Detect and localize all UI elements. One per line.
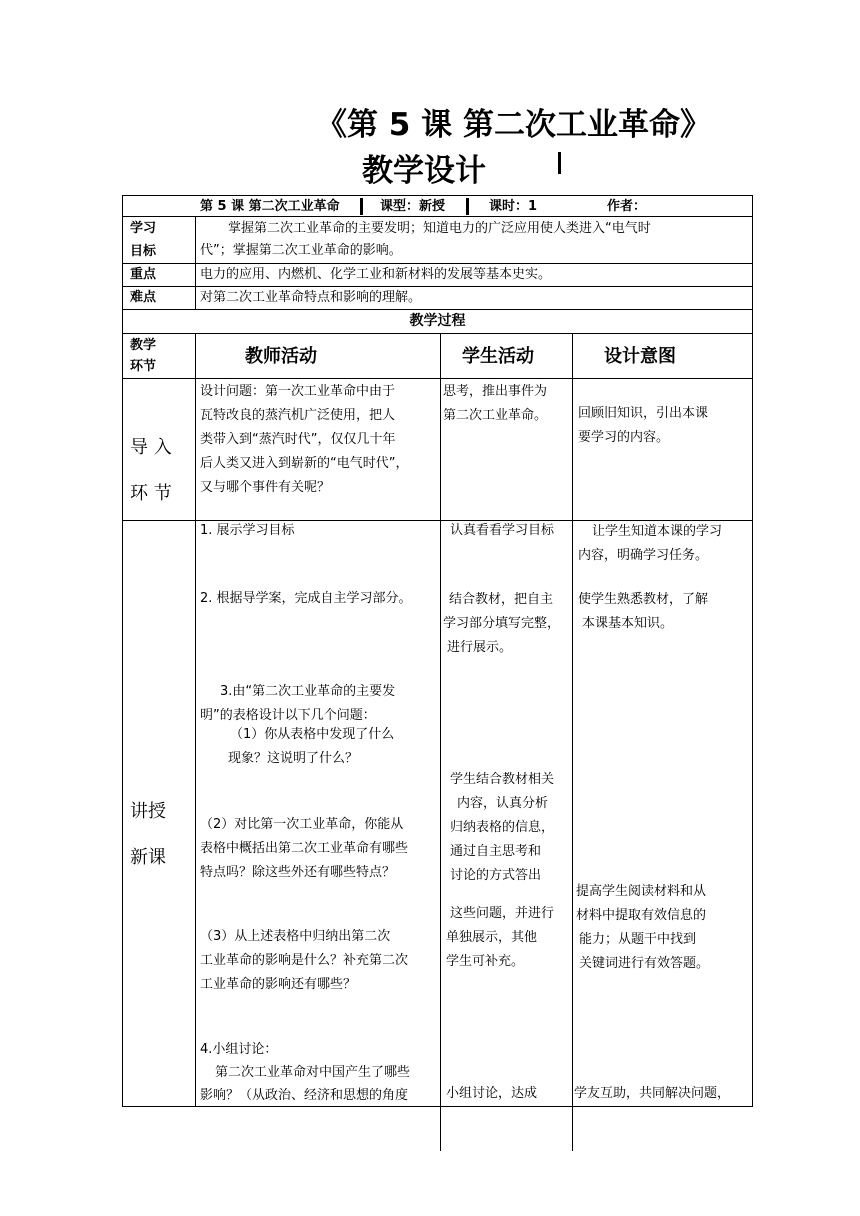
text-cursor	[558, 152, 561, 174]
header-stage: 教学	[130, 338, 157, 353]
table-rule	[122, 333, 753, 334]
lecture-teacher-step: 2. 根据导学案，完成自主学习部分。	[200, 591, 412, 606]
lecture-student-text: 结合教材，把自主 学习部分填写完整， 进行展示。	[443, 592, 561, 655]
lecture-teacher-question: （1）你从表格中发现了什么 现象？这说明了什么？	[228, 727, 395, 766]
lecture-teacher-step: 3.由“第二次工业革命的主要发 明”的表格设计以下几个问题：	[200, 684, 396, 723]
intro-stage: 环 节	[130, 483, 172, 504]
key-point-label: 重点	[130, 267, 157, 282]
lesson-type: 课型：新授	[380, 199, 446, 214]
lesson-hours: 课时：1	[489, 199, 538, 214]
lecture-intent-text: 提高学生阅读材料和从 材料中提取有效信息的 能力；从题干中找到 关键词进行有效答题。	[576, 884, 710, 971]
header-stage: 环节	[130, 359, 157, 374]
process-title: 教学过程	[409, 313, 466, 329]
lecture-student-text: 这些问题，并进行 单独展示，其他 学生可补充。	[446, 906, 555, 969]
lesson-name: 第 5 课 第二次工业革命	[200, 199, 340, 214]
lecture-teacher-question: （2）对比第一次工业革命，你能从 表格中概括出第二次工业革命有哪些 特点吗？除这些外还有哪些特点？	[200, 817, 409, 880]
lecture-student-text: 小组讨论，达成	[446, 1086, 538, 1101]
lecture-teacher-step: 1. 展示学习目标	[200, 523, 295, 538]
difficulty-label: 难点	[130, 290, 157, 305]
lecture-teacher-question: （3）从上述表格中归纳出第二次 工业革命的影响是什么？补充第二次 工业革命的影响还有哪些？	[200, 929, 409, 992]
difficulty-text: 对第二次工业革命特点和影响的理解。	[200, 290, 422, 305]
header-teacher: 教师活动	[245, 346, 317, 367]
table-rule	[122, 378, 753, 379]
table-rule-vertical	[572, 333, 573, 1151]
key-point-text: 电力的应用、内燃机、化学工业和新材料的发展等基本史实。	[200, 267, 552, 282]
text-cursor	[360, 198, 363, 215]
intro-intent-text: 回顾旧知识，引出本课 要学习的内容。	[578, 406, 709, 445]
goals-label: 目标	[130, 244, 157, 259]
header-intent: 设计意图	[604, 346, 676, 367]
lecture-intent-text: 让学生知道本课的学习 内容，明确学习任务。	[578, 524, 723, 563]
table-rule-vertical	[440, 333, 441, 1151]
goals-label: 学习	[130, 221, 157, 236]
lecture-student-text: 学生结合教材相关 内容，认真分析 归纳表格的信息， 通过自主思考和 讨论的方式答出	[450, 772, 555, 883]
lecture-intent-text: 使学生熟悉教材，了解 本课基本知识。	[578, 592, 709, 631]
document-title: 《第 5 课 第二次工业革命》	[316, 107, 711, 143]
text-cursor	[466, 198, 469, 215]
lecture-stage: 新课	[130, 847, 166, 868]
lecture-teacher-discussion: 4.小组讨论： 第二次工业革命对中国产生了哪些 影响？（从政治、经济和思想的角度	[200, 1042, 411, 1103]
goals-text: 代”；掌握第二次工业革命的影响。	[200, 243, 402, 258]
lesson-author: 作者：	[607, 199, 647, 214]
lecture-intent-text: 学友互助，共同解决问题，	[574, 1086, 731, 1101]
lecture-student-text: 认真看看学习目标	[450, 523, 555, 538]
lecture-stage: 讲授	[130, 801, 166, 822]
intro-stage: 导 入	[130, 437, 172, 458]
table-rule-vertical	[195, 333, 196, 1106]
goals-text: 掌握第二次工业革命的主要发明；知道电力的广泛应用使人类进入“电气时	[228, 221, 651, 236]
intro-student-text: 思考，推出事件为 第二次工业革命。	[443, 384, 548, 423]
intro-teacher-text: 设计问题：第一次工业革命中由于 瓦特改良的蒸汽机广泛使用，把人 类带入到“蒸汽时代”，仅仅几十年 后人类又进入到崭新的“电气时代”， 又与哪个事件有关呢？	[200, 384, 409, 495]
document-subtitle: 教学设计	[362, 153, 486, 189]
header-student: 学生活动	[462, 346, 534, 367]
table-rule-vertical	[195, 216, 196, 309]
